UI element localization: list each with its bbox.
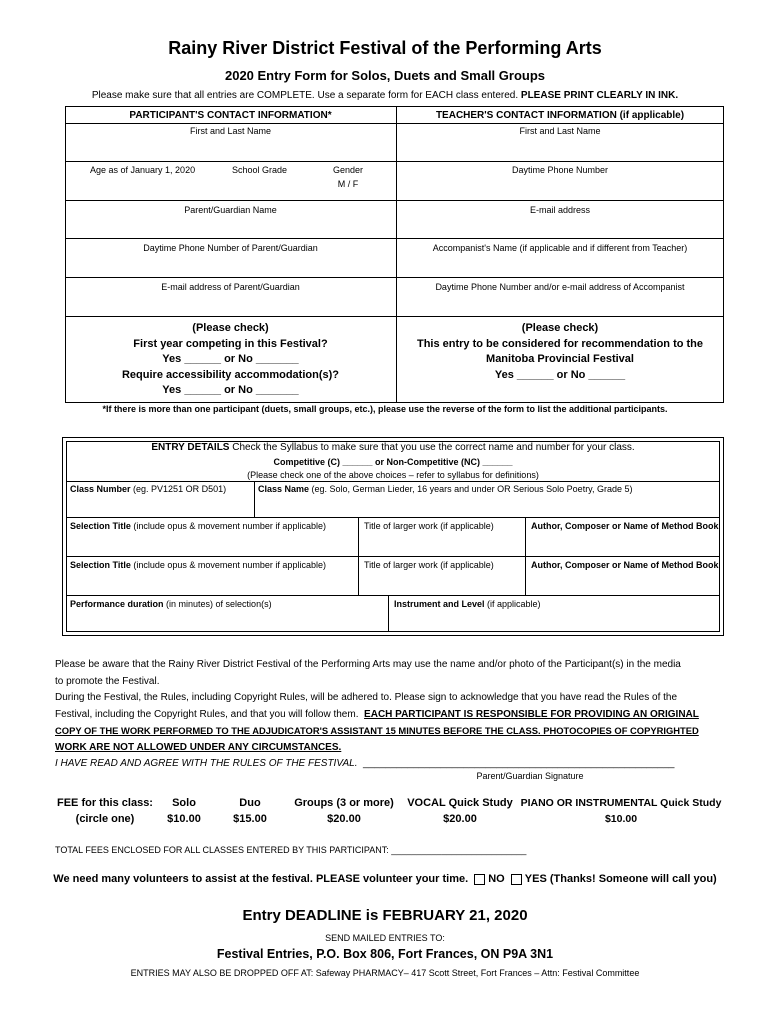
teacher-heading: TEACHER'S CONTACT INFORMATION (if applicable)	[435, 110, 685, 121]
instrument-note: (if applicable)	[484, 599, 541, 609]
volunteer-line	[0, 873, 770, 885]
class-number-field[interactable]	[70, 484, 226, 494]
accessibility-question: Require accessibility accommodation(s)?	[121, 368, 339, 381]
copyright-notice: COPY OF THE WORK PERFORMED TO THE ADJUDICATOR'S ASSISTANT 15 MINUTES BEFORE THE CLASS. PHOTOCOPIES OF COPYRIGHTED	[55, 725, 699, 736]
agreement-text: I HAVE READ AND AGREE WITH THE RULES OF THE FESTIVAL.	[55, 758, 358, 769]
form-instructions	[0, 90, 770, 101]
fee-option-groups[interactable]	[288, 795, 400, 827]
entry-deadline: Entry DEADLINE is FEBRUARY 21, 2020	[242, 907, 528, 924]
class-name-field[interactable]	[258, 484, 633, 494]
volunteer-no-label: NO	[488, 873, 505, 885]
accompanist-contact-field[interactable]: Daytime Phone Number and/or e-mail address of Accompanist	[435, 282, 685, 292]
fee-option-piano-instrumental-quick-study[interactable]	[515, 795, 727, 827]
fee-price: $20.00	[443, 813, 477, 825]
fee-option-solo[interactable]	[160, 795, 208, 827]
class-name-label: Class Name	[258, 484, 310, 494]
rules-notice-2-text: Festival, including the Copyright Rules, and that you will follow them.	[55, 708, 359, 720]
row-rule-3	[65, 238, 724, 239]
instrument-field[interactable]	[394, 599, 541, 609]
class-name-example: (eg. Solo, German Lieder, 16 years and under OR Serious Solo Poetry, Grade 5)	[309, 484, 633, 494]
entry-heading-title: ENTRY DETAILS	[151, 442, 230, 453]
fee-option-duo[interactable]	[225, 795, 275, 827]
row-rule-5	[65, 316, 724, 317]
fee-name: VOCAL Quick Study	[407, 797, 513, 809]
signature-field[interactable]: ________________________________________________________	[363, 758, 675, 769]
selection-divider-2a	[358, 556, 359, 595]
entry-rule-3	[66, 556, 720, 557]
signature-label: Parent/Guardian Signature	[476, 771, 584, 781]
selection-title-field-2[interactable]	[70, 560, 326, 570]
guardian-email-field[interactable]: E-mail address of Parent/Guardian	[161, 282, 300, 292]
heading-rule	[65, 123, 724, 124]
participant-heading: PARTICIPANT'S CONTACT INFORMATION*	[129, 110, 332, 121]
rules-notice-2	[55, 707, 735, 724]
fee-label-line2: (circle one)	[75, 813, 135, 825]
recommend-answer[interactable]: Yes ______ or No ______	[494, 368, 626, 381]
selection-title-field-1[interactable]	[70, 521, 326, 531]
form-subtitle: 2020 Entry Form for Solos, Duets and Small Groups	[224, 68, 546, 83]
teacher-check-block	[396, 321, 724, 383]
teacher-name-field[interactable]: First and Last Name	[519, 126, 601, 136]
guardian-phone-field[interactable]: Daytime Phone Number of Parent/Guardian	[143, 243, 318, 253]
entry-rule-1	[66, 481, 720, 482]
instrument-label: Instrument and Level	[394, 599, 485, 609]
fee-price: $10.00	[604, 813, 638, 825]
selection-title-label: Selection Title	[70, 560, 131, 570]
guardian-name-field[interactable]: Parent/Guardian Name	[184, 205, 277, 215]
teacher-check-heading: (Please check)	[521, 322, 599, 334]
rules-block	[55, 657, 735, 773]
class-number-label: Class Number	[70, 484, 131, 494]
gender-field[interactable]: Gender	[332, 165, 364, 175]
larger-work-field-2[interactable]: Title of larger work (if applicable)	[364, 560, 494, 570]
duration-label: Performance duration	[70, 599, 164, 609]
volunteer-text: We need many volunteers to assist at the festival. PLEASE volunteer your time.	[53, 873, 469, 885]
participant-footnote: *If there is more than one participant (duets, small groups, etc.), please use the reverse of the form to list the additional participants.	[102, 404, 668, 414]
class-divider	[254, 481, 255, 517]
total-fees-field[interactable]: TOTAL FEES ENCLOSED FOR ALL CLASSES ENTERED BY THIS PARTICIPANT: ___________________________	[55, 845, 527, 855]
volunteer-yes-label: YES (Thanks! Someone will call you)	[524, 873, 717, 885]
volunteer-no-checkbox[interactable]	[474, 874, 485, 885]
age-field[interactable]: Age as of January 1, 2020	[90, 165, 196, 175]
teacher-email-field[interactable]: E-mail address	[529, 205, 591, 215]
accessibility-answer[interactable]: Yes ______ or No _______	[162, 384, 299, 396]
teacher-phone-field[interactable]: Daytime Phone Number	[511, 165, 609, 175]
selection-divider-1b	[525, 517, 526, 556]
entry-heading-note: Check the Syllabus to make sure that you use the correct name and number for your class.	[229, 442, 635, 453]
competitive-note: (Please check one of the above choices – refer to syllabus for definitions)	[247, 470, 539, 480]
row-rule-2	[65, 200, 724, 201]
competitive-choice[interactable]: Competitive (C) ______ or Non-Competitive (NC) ______	[273, 457, 513, 467]
participant-name-field[interactable]: First and Last Name	[189, 126, 272, 136]
mailing-address: Festival Entries, P.O. Box 806, Fort Frances, ON P9A 3N1	[216, 947, 554, 961]
entry-rule-4	[66, 595, 720, 596]
original-copy-notice: EACH PARTICIPANT IS RESPONSIBLE FOR PROVIDING AN ORIGINAL	[364, 708, 699, 720]
recommend-line-1: This entry to be considered for recommendation to the	[416, 337, 704, 350]
media-notice-cont: to promote the Festival.	[55, 675, 160, 687]
entry-rule-2	[66, 517, 720, 518]
selection-divider-1a	[358, 517, 359, 556]
check-heading: (Please check)	[192, 322, 269, 334]
fee-name: Solo	[172, 797, 196, 809]
drop-off-info: ENTRIES MAY ALSO BE DROPPED OFF AT: Safeway PHARMACY– 417 Scott Street, Fort Frances – Attn: Festival Committee	[130, 968, 640, 978]
gender-options[interactable]: M / F	[337, 179, 359, 189]
instructions-bold: PLEASE PRINT CLEARLY IN INK.	[520, 90, 679, 101]
grade-field[interactable]: School Grade	[232, 165, 288, 175]
row-rule-1	[65, 161, 724, 162]
larger-work-field-1[interactable]: Title of larger work (if applicable)	[364, 521, 494, 531]
selection-title-note: (include opus & movement number if applicable)	[130, 560, 326, 570]
author-field-1[interactable]: Author, Composer or Name of Method Book	[531, 521, 719, 531]
agreement-line	[55, 756, 735, 773]
recommend-line-2: Manitoba Provincial Festival	[486, 353, 634, 365]
class-number-example: (eg. PV1251 OR D501)	[130, 484, 227, 494]
fee-price: $15.00	[233, 813, 267, 825]
fee-name: PIANO OR INSTRUMENTAL Quick Study	[520, 797, 722, 809]
fee-name: Groups (3 or more)	[294, 797, 394, 809]
fee-label	[50, 795, 160, 827]
copyright-notice-end: WORK ARE NOT ALLOWED UNDER ANY CIRCUMSTANCES.	[55, 741, 342, 753]
selection-title-label: Selection Title	[70, 521, 131, 531]
duration-note: (in minutes) of selection(s)	[163, 599, 272, 609]
row-rule-4	[65, 277, 724, 278]
selection-divider-2b	[525, 556, 526, 595]
duration-divider	[388, 595, 389, 632]
entry-heading	[66, 442, 720, 453]
fee-name: Duo	[239, 797, 261, 809]
participant-check-block	[65, 321, 396, 399]
instructions-text: Please make sure that all entries are COMPLETE. Use a separate form for EACH class entered.	[91, 90, 519, 101]
first-year-answer[interactable]: Yes ______ or No _______	[162, 353, 299, 365]
send-entries-label: SEND MAILED ENTRIES TO:	[325, 933, 445, 943]
duration-field[interactable]	[70, 599, 272, 609]
media-notice: Please be aware that the Rainy River District Festival of the Performing Arts may use the name and/or photo of the Participant(s) in the media	[55, 659, 681, 670]
first-year-question: First year competing in this Festival?	[133, 337, 328, 350]
accompanist-name-field[interactable]: Accompanist's Name (if applicable and if different from Teacher)	[432, 243, 688, 253]
selection-title-note: (include opus & movement number if applicable)	[130, 521, 326, 531]
volunteer-yes-checkbox[interactable]	[511, 874, 522, 885]
author-field-2[interactable]: Author, Composer or Name of Method Book	[531, 560, 719, 570]
fee-option-vocal-quick-study[interactable]	[405, 795, 515, 827]
rules-notice: During the Festival, the Rules, including Copyright Rules, will be adhered to. Please sign to acknowledge that you have read the Rules of the	[55, 692, 678, 703]
fee-label-line1: FEE for this class:	[57, 797, 153, 809]
fee-price: $20.00	[327, 813, 361, 825]
form-title: Rainy River District Festival of the Performing Arts	[168, 38, 602, 58]
fee-price: $10.00	[167, 813, 201, 825]
